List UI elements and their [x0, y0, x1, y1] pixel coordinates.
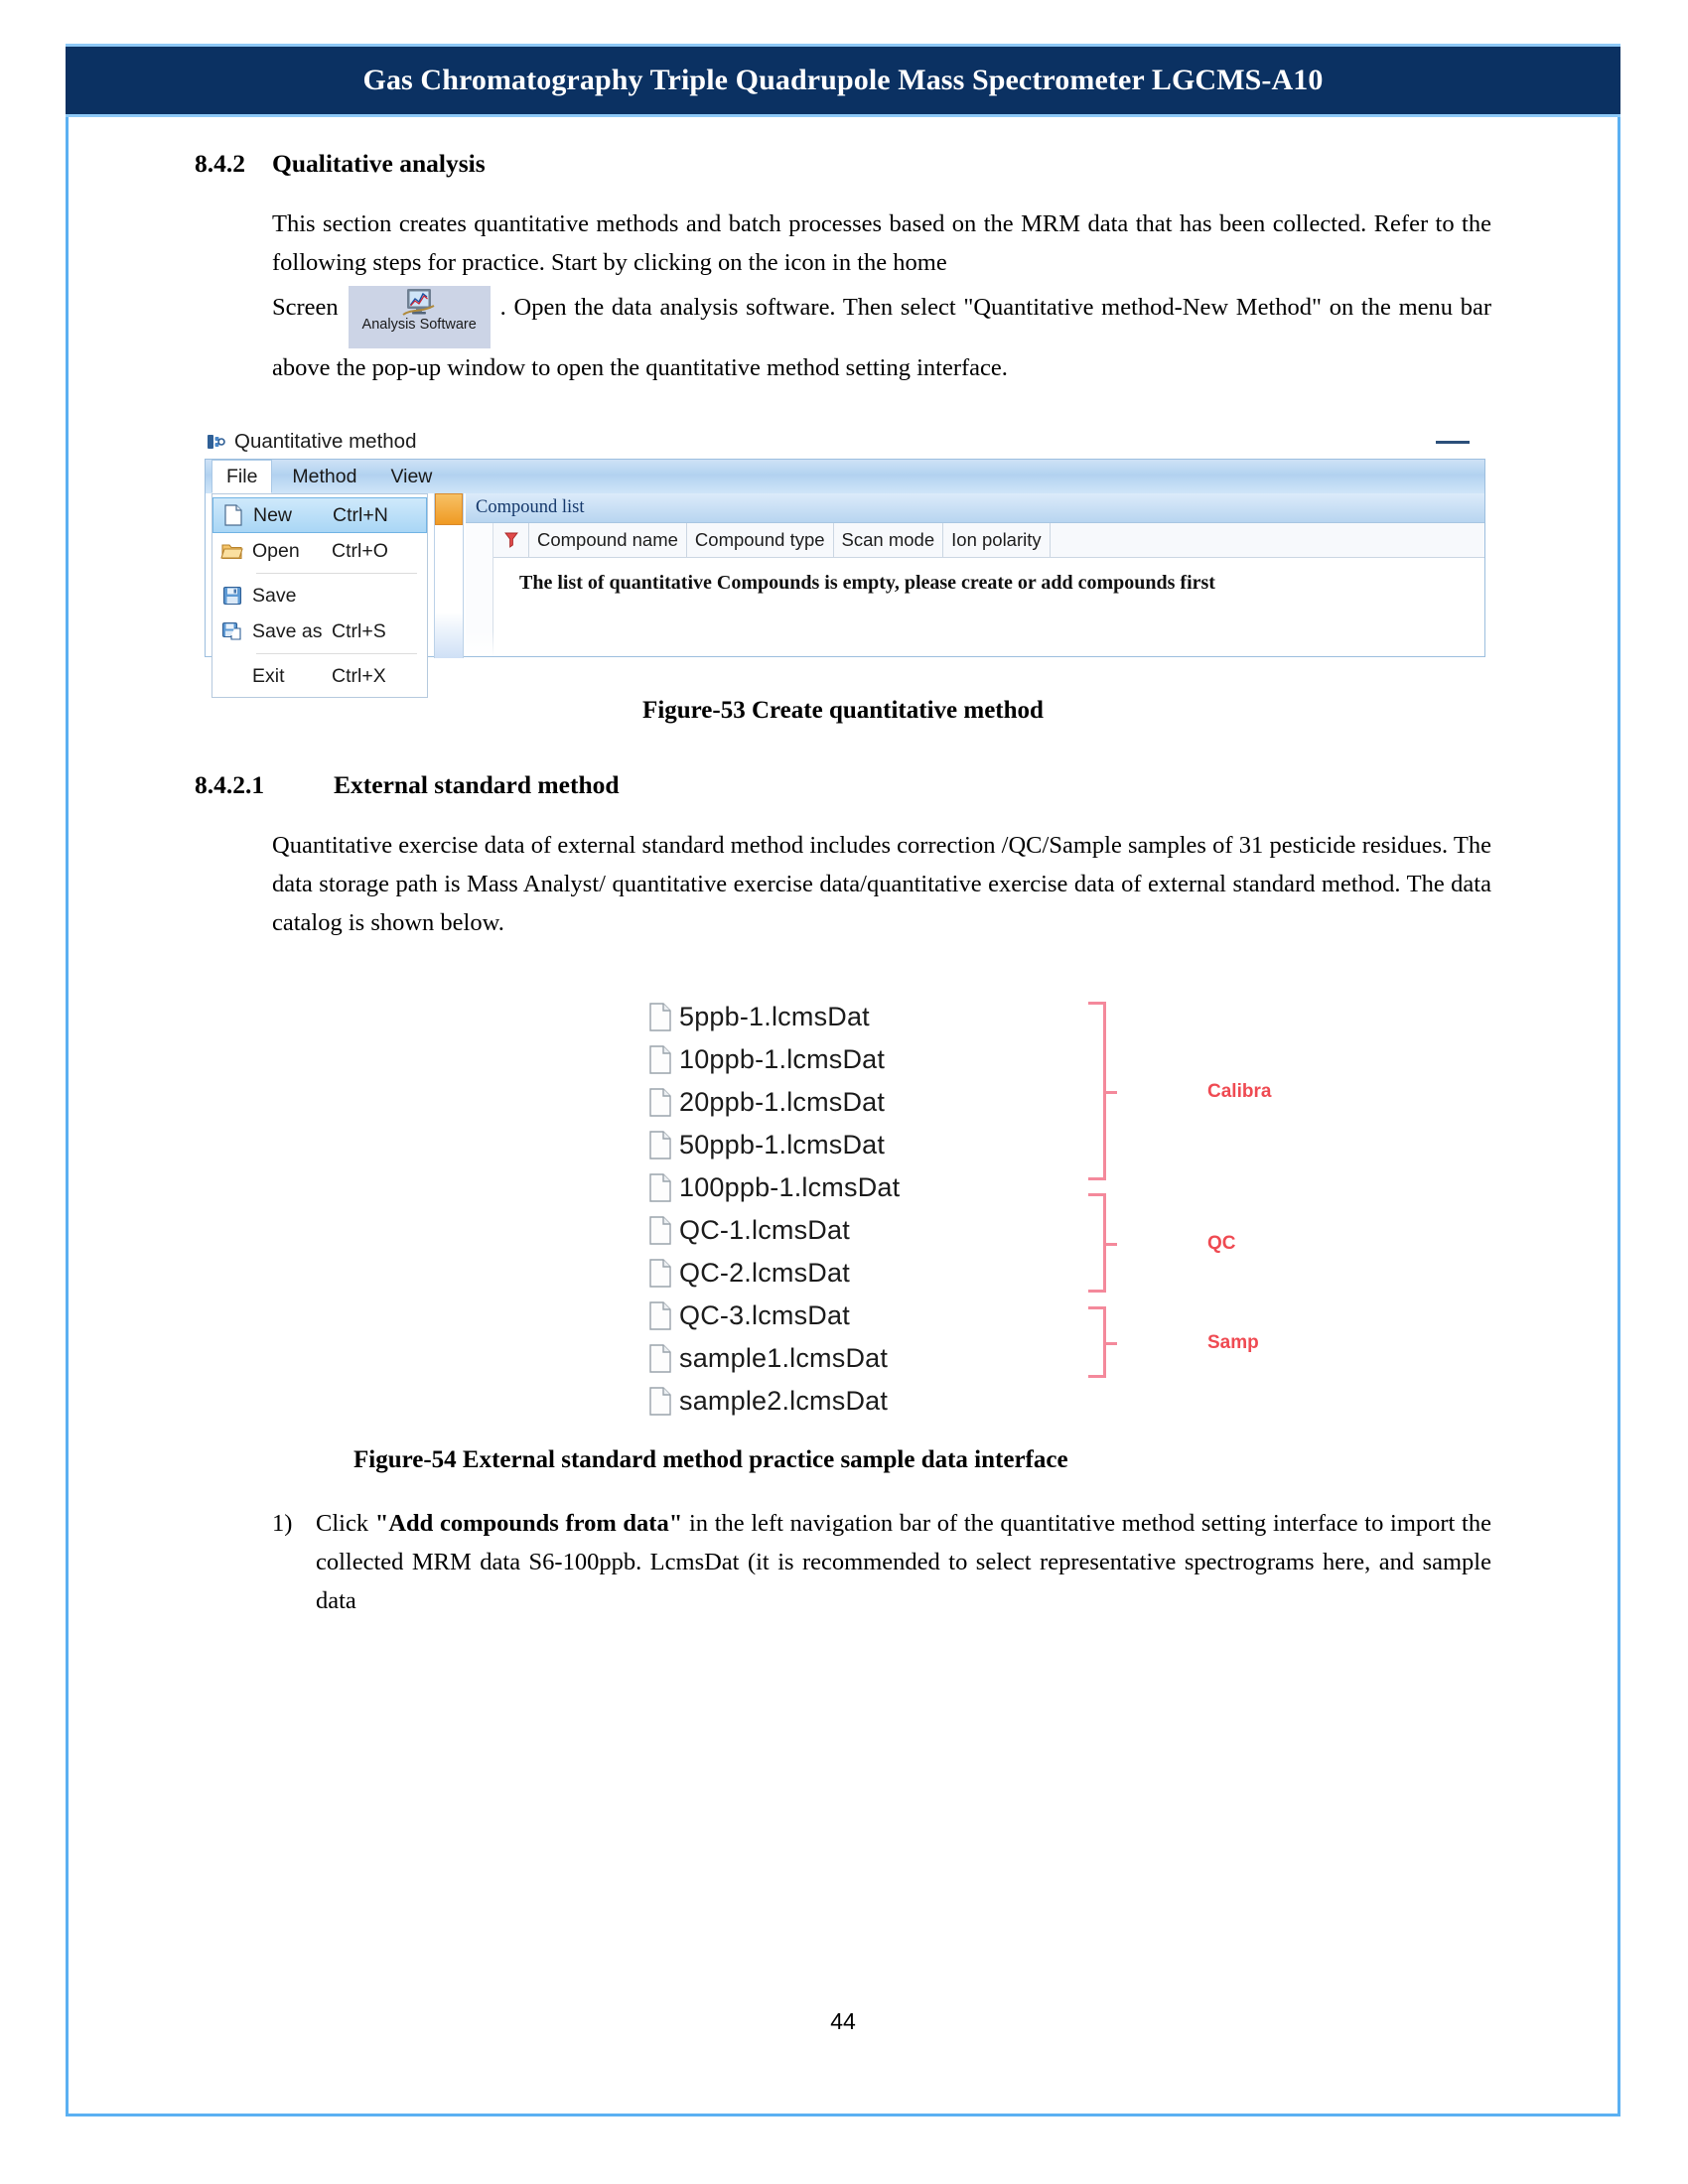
- file-name: sample1.lcmsDat: [679, 1343, 889, 1373]
- file-menu-dropdown: [211, 493, 428, 698]
- step-1-marker: 1): [272, 1510, 293, 1537]
- filter-funnel-icon[interactable]: [493, 523, 529, 557]
- column-compound-type[interactable]: Compound type: [687, 523, 834, 557]
- file-name: 10ppb-1.lcmsDat: [679, 1044, 886, 1074]
- group-bracket-qc: [1088, 1193, 1106, 1293]
- menu-separator-2: [256, 653, 417, 654]
- figure-53-image: [205, 425, 1485, 687]
- file-name: 100ppb-1.lcmsDat: [679, 1172, 901, 1202]
- group-bracket-calibration: [1088, 1002, 1106, 1180]
- file-name: 20ppb-1.lcmsDat: [679, 1087, 886, 1117]
- heading-8-4-2-1-title: External standard method: [334, 770, 620, 799]
- paragraph-8-4-2-icon-line: [272, 286, 1491, 387]
- document-file-icon: [641, 1045, 679, 1074]
- paragraph-8-4-2-1-intro: Quantitative exercise data of external standard method includes correction /QC/Sample samples of 31 pesticide residues. The data storage path is Mass Analyst/ quantitative exercise data/quantitative exercise data of external standard method. The data catalog is shown below.: [272, 832, 1491, 936]
- step-1-text-before: Click: [316, 1510, 375, 1537]
- page-number: 44: [830, 2008, 856, 2034]
- nav-selected-item[interactable]: [435, 493, 463, 525]
- bracket-tick: [1103, 1243, 1117, 1246]
- open-folder-icon: [212, 541, 252, 561]
- group-label-calibration: Calibra: [1207, 1081, 1272, 1102]
- quantitative-method-titlebar: [205, 425, 1485, 459]
- panel-bottom-fade: [466, 630, 1484, 656]
- menu-item-open[interactable]: [212, 533, 427, 569]
- compound-list-panel: [466, 493, 1484, 656]
- figure-53-caption: Figure-53 Create quantitative method: [642, 697, 1044, 724]
- document-file-icon: [641, 1259, 679, 1288]
- heading-8-4-2-1-number: 8.4.2.1: [195, 770, 265, 799]
- menu-view[interactable]: View: [390, 465, 433, 487]
- menu-item-new[interactable]: [212, 497, 427, 533]
- menu-item-exit-label: Exit: [252, 664, 285, 687]
- quantitative-method-menubar: [206, 460, 1484, 493]
- file-name: 5ppb-1.lcmsDat: [679, 1002, 870, 1031]
- compound-list-table-header: [493, 523, 1484, 558]
- menu-item-save-as-shortcut: Ctrl+S: [332, 619, 386, 642]
- figure-54-caption: Figure-54 External standard method practice sample data interface: [353, 1446, 1068, 1473]
- figure-54-image: [66, 996, 1620, 1416]
- list-item[interactable]: [641, 1252, 900, 1295]
- minimize-button-icon[interactable]: [1436, 441, 1470, 444]
- quantitative-method-window: [205, 459, 1485, 687]
- menu-item-save[interactable]: [212, 578, 427, 614]
- step-1-body: [316, 1504, 1491, 1620]
- menu-item-new-shortcut: Ctrl+N: [333, 503, 388, 526]
- paragraph-8-4-2-intro: This section creates quantitative methods and batch processes based on the MRM data that has been collected. Refer to the following steps for practice. Start by clicking on the icon in the home: [272, 210, 1491, 276]
- inline-text-before-icon: Screen: [272, 294, 339, 321]
- document-file-icon: [641, 1003, 679, 1031]
- heading-8-4-2: [195, 149, 1620, 179]
- step-1-bold-phrase: "Add compounds from data": [374, 1510, 683, 1537]
- column-scan-mode[interactable]: Scan mode: [834, 523, 944, 557]
- heading-8-4-2-1: [195, 770, 1620, 800]
- list-item[interactable]: [641, 1209, 900, 1252]
- list-item[interactable]: [641, 996, 900, 1038]
- document-file-icon: [641, 1344, 679, 1373]
- menu-file[interactable]: File: [211, 460, 272, 493]
- file-name: QC-1.lcmsDat: [679, 1215, 850, 1245]
- group-bracket-sample: [1088, 1306, 1106, 1378]
- heading-8-4-2-title: Qualitative analysis: [272, 149, 486, 178]
- document-file-icon: [641, 1173, 679, 1202]
- left-navigation-strip: [434, 493, 464, 658]
- list-item[interactable]: [641, 1166, 900, 1209]
- quantitative-method-app-icon: [205, 431, 226, 453]
- menu-item-save-as-label: Save as: [252, 619, 323, 642]
- menu-item-open-label: Open: [252, 539, 300, 562]
- heading-8-4-2-number: 8.4.2: [195, 149, 245, 178]
- data-catalog-file-list: [641, 996, 900, 1423]
- step-1-text-after: in the left navigation bar of the quantitative method setting interface to import the collected MRM data S6-100ppb. LcmsDat (it is recommended to select representative spectrograms here, and sample data: [316, 1510, 1491, 1614]
- list-item[interactable]: [641, 1124, 900, 1166]
- analysis-software-icon-label: Analysis Software: [361, 317, 477, 333]
- list-item[interactable]: [641, 1337, 900, 1380]
- floppy-disk-icon: [212, 586, 252, 606]
- bracket-tick: [1103, 1342, 1117, 1345]
- group-label-qc: QC: [1207, 1233, 1236, 1254]
- list-item[interactable]: [641, 1038, 900, 1081]
- inline-text-after-icon: . Open the data analysis software. Then select "Quantitative method-New Method" on the menu bar above the pop-up window to open the quantitative method setting interface.: [272, 294, 1491, 381]
- step-item-1: [272, 1504, 1491, 1620]
- menu-item-exit-shortcut: Ctrl+X: [332, 664, 386, 687]
- menu-item-exit[interactable]: [212, 658, 427, 694]
- document-header: [66, 44, 1620, 117]
- document-file-icon: [641, 1088, 679, 1117]
- analysis-software-desktop-icon[interactable]: [349, 286, 491, 348]
- list-item[interactable]: [641, 1081, 900, 1124]
- quantitative-method-window-title: Quantitative method: [234, 430, 417, 453]
- document-file-icon: [641, 1131, 679, 1160]
- list-item[interactable]: [641, 1380, 900, 1423]
- file-name: sample2.lcmsDat: [679, 1386, 889, 1416]
- page-content: [66, 117, 1620, 2116]
- menu-item-save-label: Save: [252, 584, 297, 607]
- document-file-icon: [641, 1301, 679, 1330]
- column-filler: [1051, 523, 1484, 557]
- document-file-icon: [641, 1387, 679, 1416]
- document-title: Gas Chromatography Triple Quadrupole Mass Spectrometer LGCMS-A10: [362, 64, 1324, 96]
- new-document-icon: [213, 504, 253, 526]
- compound-list-table: [493, 523, 1484, 595]
- save-as-icon: [212, 621, 252, 641]
- file-name: 50ppb-1.lcmsDat: [679, 1130, 886, 1160]
- list-item[interactable]: [641, 1295, 900, 1337]
- group-label-sample: Samp: [1207, 1332, 1259, 1353]
- menu-method[interactable]: Method: [292, 465, 357, 487]
- menu-item-open-shortcut: Ctrl+O: [332, 539, 388, 562]
- document-file-icon: [641, 1216, 679, 1245]
- menu-item-new-label: New: [253, 503, 293, 526]
- column-ion-polarity[interactable]: Ion polarity: [943, 523, 1051, 557]
- column-compound-name[interactable]: Compound name: [529, 523, 687, 557]
- file-name: QC-2.lcmsDat: [679, 1258, 850, 1288]
- bracket-tick: [1103, 1091, 1117, 1094]
- compound-list-panel-title: Compound list: [466, 493, 1484, 523]
- file-name: QC-3.lcmsDat: [679, 1300, 850, 1330]
- menu-item-save-as[interactable]: [212, 614, 427, 649]
- menu-separator-1: [256, 573, 417, 574]
- compound-list-empty-message: The list of quantitative Compounds is empty, please create or add compounds first: [519, 572, 1215, 594]
